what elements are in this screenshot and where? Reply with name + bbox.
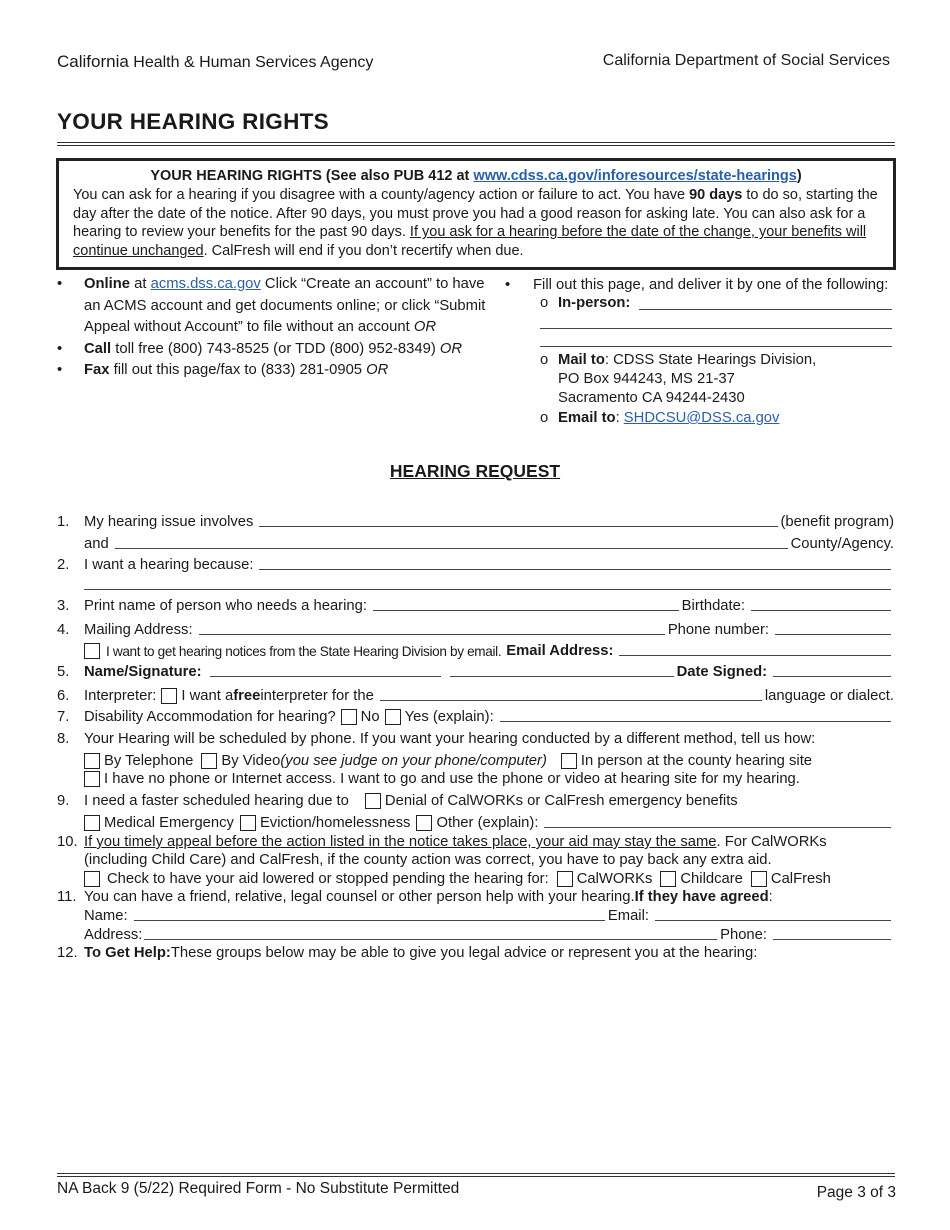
submission-options-right: • Fill out this page, and deliver it by one of the following: o In-person: o Mail to: CDSS State Hearings Division, PO Box 944243, MS 21-37 Sacramento CA 94244-2430 o Email to: SHDCSU@DSS.ca.gov xyxy=(505,276,895,428)
item-6: 6. Interpreter: I want a free interpreter for the language or dialect. xyxy=(57,688,894,704)
hearing-reason-field-2[interactable] xyxy=(84,578,891,590)
aid-lowered-checkbox[interactable] xyxy=(84,871,100,887)
accommodation-explain-field[interactable] xyxy=(500,710,891,722)
item-11: 11. You can have a friend, relative, legal counsel or other person help with your hearing. If they have agreed : xyxy=(57,889,773,905)
county-agency-field[interactable] xyxy=(115,537,788,549)
helper-email-field[interactable] xyxy=(655,909,891,921)
other-explain-field[interactable] xyxy=(544,816,891,828)
rights-box-text: You can ask for a hearing if you disagree with a county/agency action or failure to act. You have 90 days to do so, starting the day after the date of the notice. After 90 days, you must prove you had a good reason for asking late. You can also ask for a hearing to review your benefits for the past 90 days. If you ask for a hearing before the date of the change, your benefits will continue unchanged. CalFresh will end if you don’t recertify when due. xyxy=(73,187,878,259)
date-signed-field[interactable] xyxy=(773,665,891,677)
video-checkbox[interactable] xyxy=(201,753,217,769)
footer-divider xyxy=(57,1173,895,1177)
acms-link[interactable]: acms.dss.ca.gov xyxy=(150,276,261,292)
in-person-checkbox[interactable] xyxy=(561,753,577,769)
agency-name: California Health & Human Services Agency xyxy=(57,52,374,71)
calworks-checkbox[interactable] xyxy=(557,871,573,887)
item-1-line-2: and County/Agency. xyxy=(84,536,894,552)
benefit-program-field[interactable] xyxy=(259,515,777,527)
no-phone-checkbox[interactable] xyxy=(84,771,100,787)
email-notices-checkbox[interactable] xyxy=(84,643,100,659)
calfresh-checkbox[interactable] xyxy=(751,871,767,887)
in-person-field-line-2[interactable] xyxy=(540,313,892,329)
page-footer xyxy=(57,1180,896,1202)
hearing-request-title: HEARING REQUEST xyxy=(389,461,561,481)
phone-number-field[interactable] xyxy=(775,623,891,635)
page-header xyxy=(57,52,890,72)
helper-name-field[interactable] xyxy=(134,909,605,921)
email-address-field[interactable] xyxy=(619,644,891,656)
item-9: 9. I need a faster scheduled hearing due to Denial of CalWORKs or CalFresh emergency benefits xyxy=(57,793,738,809)
hearing-rights-box xyxy=(56,158,896,270)
signature-field[interactable] xyxy=(450,665,674,677)
accommodation-yes-checkbox[interactable] xyxy=(385,709,401,725)
title-divider xyxy=(57,142,895,146)
medical-emergency-checkbox[interactable] xyxy=(84,815,100,831)
accommodation-no-checkbox[interactable] xyxy=(341,709,357,725)
page-number: Page 3 of 3 xyxy=(816,1184,896,1201)
in-person-field-line-3[interactable] xyxy=(540,329,892,347)
item-11-name: Name: Email: xyxy=(57,908,894,924)
helper-phone-field[interactable] xyxy=(773,928,891,940)
item-3: 3. Print name of person who needs a hearing: Birthdate: xyxy=(57,598,894,614)
item-9-options: Medical Emergency Eviction/homelessness Other (explain): xyxy=(57,815,894,831)
birthdate-field[interactable] xyxy=(751,599,891,611)
mailing-address-field[interactable] xyxy=(199,623,665,635)
item-2-line-2 xyxy=(57,578,894,593)
call-option: • Call toll free (800) 743-8525 (or TDD (800) 952-8349) OR xyxy=(57,340,463,357)
item-10-line-2: (including Child Care) and CalFresh, if the county action was correct, you have to pay back any extra aid. xyxy=(84,852,772,868)
in-person-option: o In-person: xyxy=(505,294,895,313)
person-name-field[interactable] xyxy=(373,599,679,611)
page-title: YOUR HEARING RIGHTS xyxy=(57,109,329,134)
item-10-options: Check to have your aid lowered or stopped pending the hearing for: CalWORKs Childcare CalFresh xyxy=(57,871,894,887)
childcare-checkbox[interactable] xyxy=(660,871,676,887)
email-option: o Email to: SHDCSU@DSS.ca.gov xyxy=(540,410,780,426)
form-id: NA Back 9 (5/22) Required Form - No Substitute Permitted xyxy=(57,1180,460,1197)
helper-address-field[interactable] xyxy=(144,928,717,940)
rights-box-heading: YOUR HEARING RIGHTS (See also PUB 412 at www.cdss.ca.gov/inforesources/state-hearings) xyxy=(150,168,802,184)
deliver-intro: Fill out this page, and deliver it by one of the following: xyxy=(533,277,889,293)
department-name: California Department of Social Services xyxy=(602,52,890,69)
state-hearings-link[interactable]: www.cdss.ca.gov/inforesources/state-hearings xyxy=(473,168,797,184)
mail-option: o Mail to: CDSS State Hearings Division, PO Box 944243, MS 21-37 Sacramento CA 94244-2430 xyxy=(540,352,817,406)
item-4: 4. Mailing Address: Phone number: xyxy=(57,622,894,638)
eviction-checkbox[interactable] xyxy=(240,815,256,831)
item-7: 7. Disability Accommodation for hearing? No Yes (explain): xyxy=(57,709,894,725)
hearing-reason-field[interactable] xyxy=(259,558,891,570)
item-11-address: Address: Phone: xyxy=(57,927,894,943)
item-12: 12. To Get Help: These groups below may be able to give you legal advice or represent you at the hearing: xyxy=(57,945,758,961)
language-field[interactable] xyxy=(380,689,762,701)
item-8-no-phone: I have no phone or Internet access. I want to go and use the phone or video at hearing site for my hearing. xyxy=(57,771,894,787)
online-option: • Online at acms.dss.ca.gov Click “Create an account” to have an ACMS account and get documents online; or click “Submit Appeal without Account” to file without an account OR xyxy=(57,276,486,335)
in-person-field[interactable] xyxy=(639,298,892,310)
item-10: 10. If you timely appeal before the action listed in the notice takes place, your aid may stay the same . For CalWORKs xyxy=(57,834,827,850)
item-2: 2. I want a hearing because: xyxy=(57,557,894,573)
item-4-email: I want to get hearing notices from the State Hearing Division by email. Email Address: xyxy=(57,643,894,659)
item-8-options: By Telephone By Video (you see judge on your phone/computer) In person at the county hearing site xyxy=(57,753,894,769)
other-checkbox[interactable] xyxy=(416,815,432,831)
fax-option: • Fax fill out this page/fax to (833) 281-0905 OR xyxy=(57,362,389,378)
emergency-benefits-checkbox[interactable] xyxy=(365,793,381,809)
email-link[interactable]: SHDCSU@DSS.ca.gov xyxy=(623,410,780,426)
item-8: 8. Your Hearing will be scheduled by phone. If you want your hearing conducted by a different method, tell us how: xyxy=(57,731,816,747)
telephone-checkbox[interactable] xyxy=(84,753,100,769)
item-5: 5. Name/Signature: Date Signed: xyxy=(57,664,894,680)
submission-options-left xyxy=(57,274,497,382)
name-field[interactable] xyxy=(210,665,441,677)
interpreter-checkbox[interactable] xyxy=(161,688,177,704)
item-1-line-1: 1. My hearing issue involves (benefit program) xyxy=(57,514,894,530)
